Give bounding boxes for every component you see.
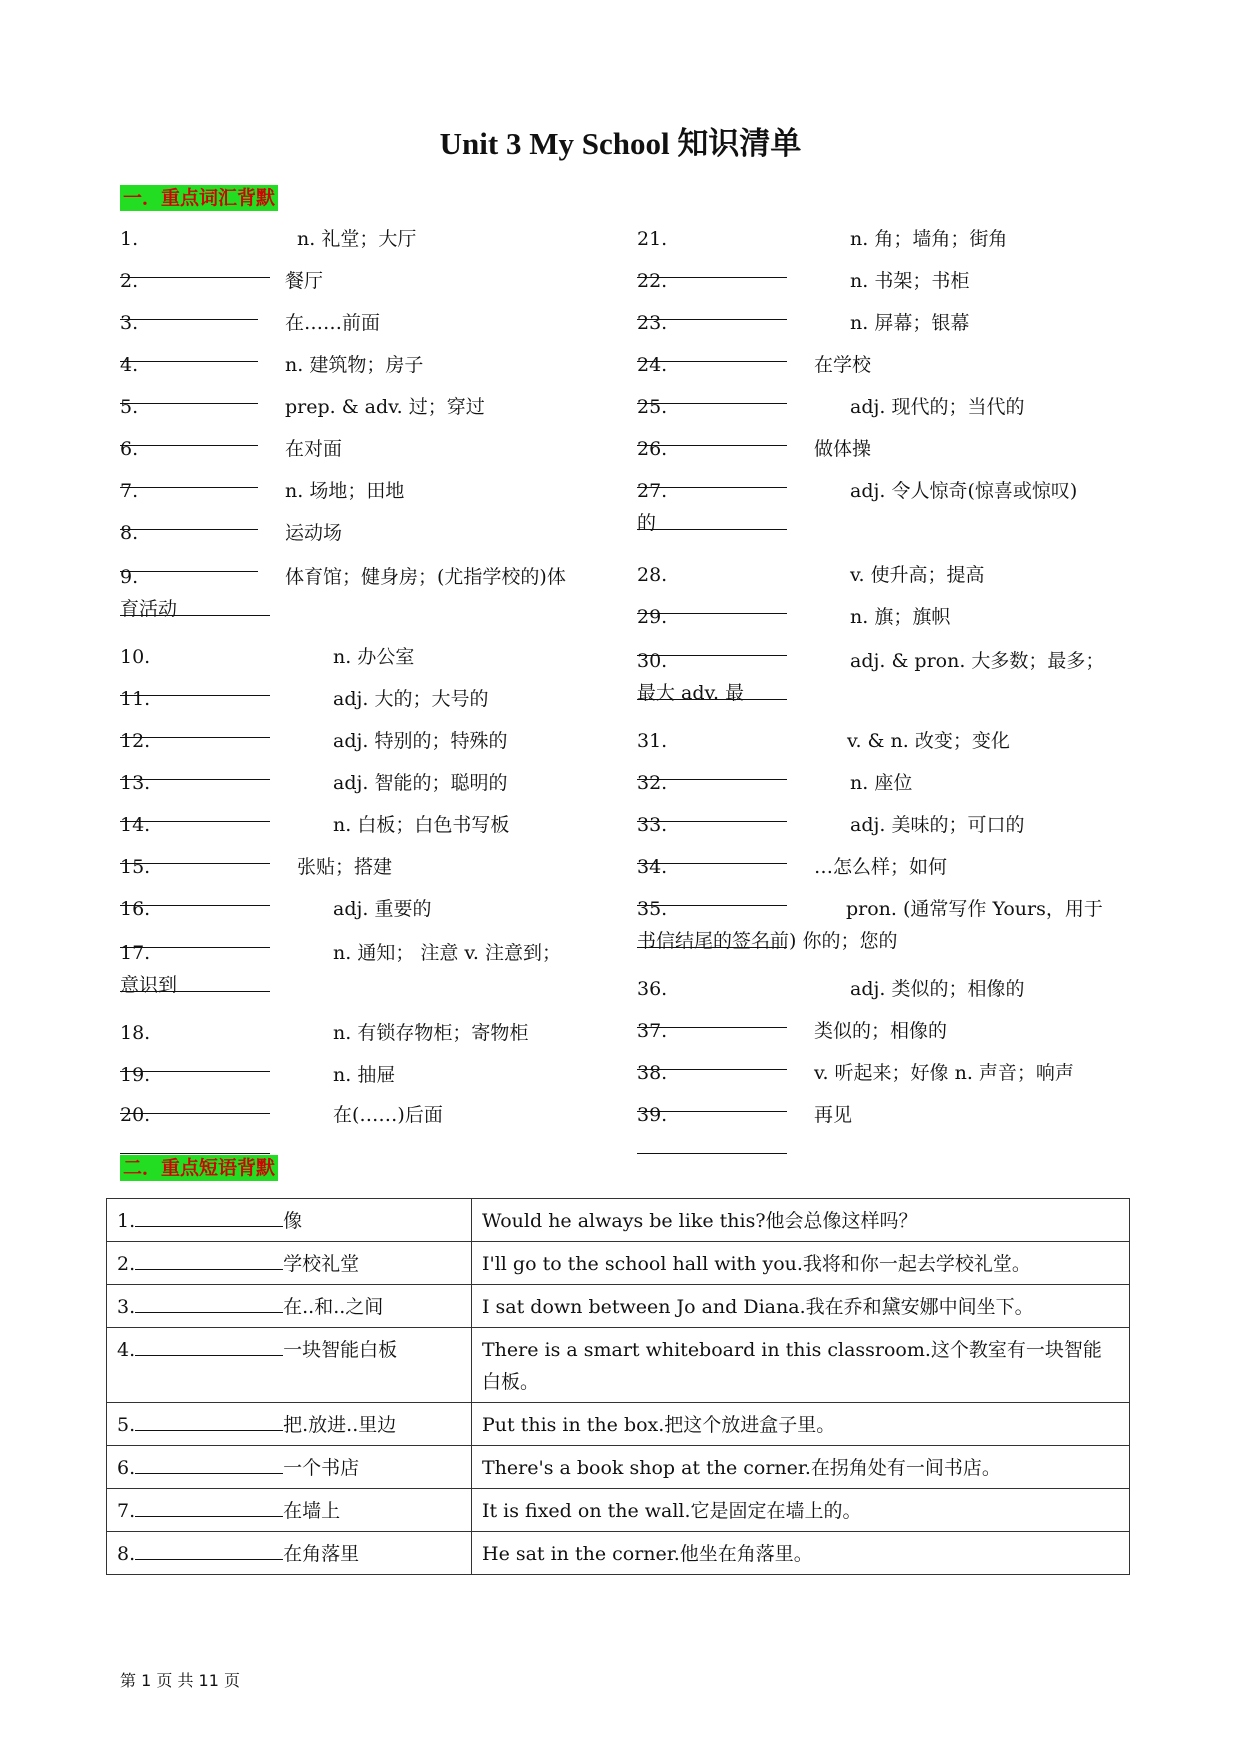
item-meaning: 在……前面 [285,312,381,334]
item-number: 17. [120,942,151,964]
answer-blank[interactable] [637,1133,787,1154]
item-meaning: 最大 adv. 最 [637,682,745,704]
phrase-number: 1. [117,1210,136,1232]
item-meaning: v. 使升高；提高 [850,564,985,586]
phrase-example: Would he always be like this?他会总像这样吗？ [472,1199,1130,1242]
item-meaning: 类似的；相像的 [814,1020,948,1042]
phrase-meaning: 学校礼堂 [283,1253,360,1275]
item-number: 28. [637,564,668,586]
item-number: 2. [120,270,139,292]
item-meaning: n. 通知； 注意 v. 注意到； [333,942,561,964]
item-meaning: adj. 大的；大号的 [333,688,489,710]
item-meaning: n. 场地；田地 [285,480,405,502]
item-meaning: adj. 智能的；聪明的 [333,772,508,794]
item-number: 27. [637,480,668,502]
item-number: 33. [637,814,668,836]
item-number: 15. [120,856,151,878]
item-meaning: n. 屏幕；银幕 [850,312,970,334]
section-heading-vocab: 一．重点词汇背默 [120,185,278,211]
item-number: 16. [120,898,151,920]
item-meaning: n. 角；墙角；街角 [850,228,1008,250]
phrase-cell [107,1489,472,1532]
item-number: 26. [637,438,668,460]
phrase-cell [107,1328,472,1403]
item-number: 19. [120,1064,151,1086]
item-meaning: n. 书架；书柜 [850,270,970,292]
phrase-number: 2. [117,1253,136,1275]
item-meaning: prep. & adv. 过；穿过 [285,396,485,418]
item-number: 37. [637,1020,668,1042]
item-meaning: …怎么样；如何 [814,856,948,878]
item-number: 6. [120,438,139,460]
item-meaning: 育活动 [120,598,178,620]
phrase-cell [107,1285,472,1328]
answer-blank[interactable] [135,1249,283,1270]
table-row [107,1242,1130,1285]
item-meaning: 张贴；搭建 [297,856,393,878]
item-meaning: n. 办公室 [333,646,415,668]
table-row [107,1446,1130,1489]
item-number: 10. [120,646,151,668]
table-row [107,1403,1130,1446]
answer-blank[interactable] [637,509,787,530]
item-number: 25. [637,396,668,418]
item-meaning: 体育馆；健身房；(尤指学校的)体 [285,566,566,588]
item-number: 31. [637,730,668,752]
answer-blank[interactable] [135,1496,283,1517]
item-meaning: n. 旗；旗帜 [850,606,951,628]
phrase-meaning: 在..和..之间 [283,1296,384,1318]
item-meaning: n. 抽屉 [333,1064,396,1086]
item-meaning: 在学校 [814,354,872,376]
item-meaning: adj. 重要的 [333,898,432,920]
phrase-example: There is a smart whiteboard in this classroom.这个教室有一块智能白板。 [472,1328,1130,1403]
phrase-cell [107,1242,472,1285]
answer-blank[interactable] [135,1453,283,1474]
item-number: 13. [120,772,151,794]
item-number: 34. [637,856,668,878]
page-footer: 第 1 页 共 11 页 [120,1671,240,1690]
phrase-meaning: 在墙上 [283,1500,341,1522]
page-title: Unit 3 My School 知识清单 [439,126,802,161]
item-meaning: 运动场 [285,522,343,544]
item-number: 3. [120,312,139,334]
item-meaning: 书信结尾的签名前) 你的；您的 [637,930,898,952]
item-meaning: adj. 令人惊奇(惊喜或惊叹) [850,480,1078,502]
item-number: 29. [637,606,668,628]
item-number: 22. [637,270,668,292]
item-number: 5. [120,396,139,418]
item-number: 7. [120,480,139,502]
section-heading-phrases: 二．重点短语背默 [120,1155,278,1181]
phrase-cell [107,1199,472,1242]
phrase-example: There's a book shop at the corner.在拐角处有一间书店。 [472,1446,1130,1489]
item-number: 18. [120,1022,151,1044]
item-meaning: 在对面 [285,438,343,460]
phrase-number: 3. [117,1296,136,1318]
item-meaning: pron. (通常写作 Yours，用于 [846,898,1103,920]
vocab-right-item [637,475,1078,541]
item-meaning: 餐厅 [285,270,324,292]
item-meaning: 在(……)后面 [333,1104,443,1126]
item-meaning: adj. 现代的；当代的 [850,396,1025,418]
table-row [107,1532,1130,1575]
item-meaning: adj. 特别的；特殊的 [333,730,508,752]
phrase-cell [107,1446,472,1489]
phrase-number: 7. [117,1500,136,1522]
item-number: 32. [637,772,668,794]
phrase-example: I'll go to the school hall with you.我将和你一起去学校礼堂。 [472,1242,1130,1285]
item-meaning: adj. 类似的；相像的 [850,978,1025,1000]
item-number: 14. [120,814,151,836]
item-number: 4. [120,354,139,376]
answer-blank[interactable] [135,1292,283,1313]
item-number: 30. [637,650,668,672]
item-number: 36. [637,978,668,1000]
item-number: 12. [120,730,151,752]
item-meaning: n. 礼堂；大厅 [297,228,417,250]
answer-blank[interactable] [135,1206,283,1227]
phrase-meaning: 一块智能白板 [283,1339,398,1361]
item-meaning: n. 建筑物；房子 [285,354,424,376]
phrase-example: I sat down between Jo and Diana.我在乔和黛安娜中间坐下。 [472,1285,1130,1328]
phrase-meaning: 把.放进..里边 [283,1414,397,1436]
answer-blank[interactable] [135,1410,283,1431]
answer-blank[interactable] [120,1133,270,1154]
phrase-number: 4. [117,1339,136,1361]
item-number: 39. [637,1104,668,1126]
item-number: 9. [120,566,139,588]
item-number: 38. [637,1062,668,1084]
item-meaning: n. 白板；白色书写板 [333,814,510,836]
item-number: 24. [637,354,668,376]
phrase-cell [107,1532,472,1575]
phrase-meaning: 像 [283,1210,303,1232]
item-meaning: 意识到 [120,974,178,996]
item-number: 23. [637,312,668,334]
answer-blank[interactable] [135,1335,283,1356]
item-meaning: adj. 美味的；可口的 [850,814,1025,836]
vocab-right-item [637,1099,853,1165]
item-meaning: 的 [637,512,657,534]
phrase-meaning: 一个书店 [283,1457,360,1479]
phrase-table [106,1198,1130,1575]
item-number: 20. [120,1104,151,1126]
table-row [107,1489,1130,1532]
phrase-meaning: 在角落里 [283,1543,360,1565]
phrase-number: 8. [117,1543,136,1565]
item-meaning: adj. & pron. 大多数；最多； [850,650,1105,672]
item-number: 11. [120,688,151,710]
item-meaning: n. 座位 [850,772,913,794]
phrase-number: 6. [117,1457,136,1479]
item-number: 35. [637,898,668,920]
item-number: 8. [120,522,139,544]
item-meaning: v. 听起来；好像 n. 声音；响声 [814,1062,1074,1084]
item-meaning: n. 有锁存物柜；寄物柜 [333,1022,529,1044]
table-row [107,1328,1130,1403]
phrase-example: Put this in the box.把这个放进盒子里。 [472,1403,1130,1446]
item-meaning: 做体操 [814,438,872,460]
table-row [107,1285,1130,1328]
table-row [107,1199,1130,1242]
phrase-example: He sat in the corner.他坐在角落里。 [472,1532,1130,1575]
phrase-number: 5. [117,1414,136,1436]
answer-blank[interactable] [135,1539,283,1560]
item-meaning: 再见 [814,1104,853,1126]
phrase-cell [107,1403,472,1446]
item-number: 21. [637,228,668,250]
phrase-example: It is fixed on the wall.它是固定在墙上的。 [472,1489,1130,1532]
item-meaning: v. & n. 改变；变化 [847,730,1010,752]
item-number: 1. [120,228,139,250]
